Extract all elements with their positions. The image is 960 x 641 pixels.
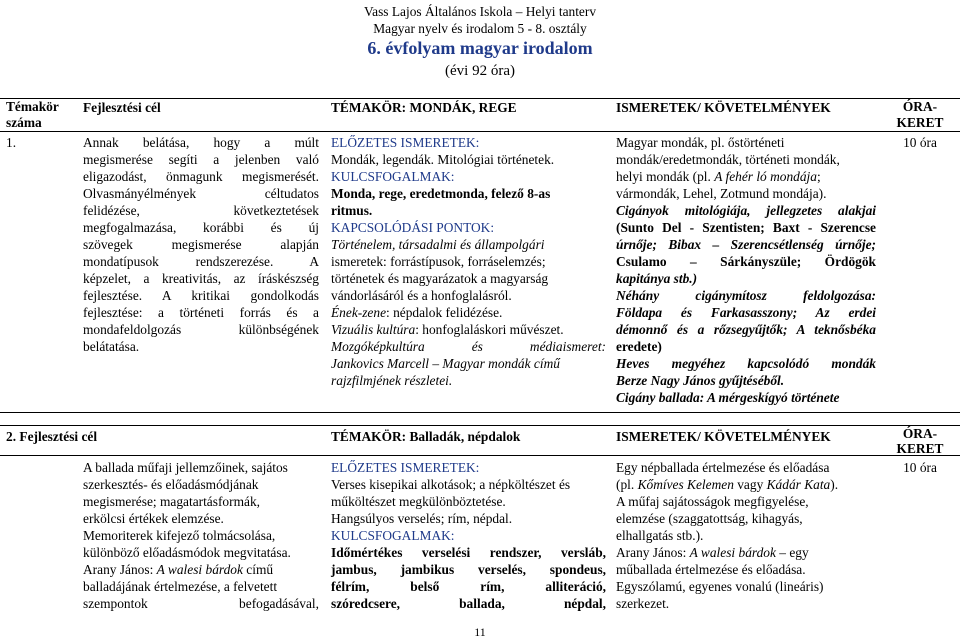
knowledge-line: kapitánya stb.) <box>616 271 698 286</box>
annual-hours: (évi 92 óra) <box>445 63 515 79</box>
topic-header: TÉMAKÖR: MONDÁK, REGE <box>331 100 517 115</box>
ballad-title: Kőmíves Kelemen <box>637 477 734 492</box>
goal-line: szerkesztés- és előadásmódjának <box>83 477 259 492</box>
prior-knowledge-text: Mondák, legendák. Mitológiai történetek. <box>331 152 555 167</box>
knowledge-text: – egy <box>775 545 809 560</box>
knowledge-text: ; <box>816 169 821 184</box>
knowledge-line: Magyar mondák, pl. őstörténeti <box>616 135 785 150</box>
key-concepts-text: jambus, jambikus verselés, spondeus, <box>331 562 606 577</box>
goal-line: Annak belátása, hogy a múlt <box>83 135 319 150</box>
goal2-header: 2. Fejlesztési cél <box>6 429 98 444</box>
topic-content-2 <box>331 459 606 612</box>
key-concepts-text: ritmus. <box>331 203 373 218</box>
knowledge-line <box>616 476 876 493</box>
development-goal <box>83 134 319 355</box>
goal-line: fejlesztése. A kritikai gondolkodás <box>83 288 319 303</box>
goal-text: című <box>242 562 274 577</box>
knowledge-line: Cigányok mitológiája, jellegzetes alakjai <box>616 203 876 218</box>
connections-text: történetek és magyarázatok a magyarság <box>331 271 549 286</box>
knowledge-line <box>616 544 876 561</box>
knowledge-line: eredete) <box>616 339 662 354</box>
visual-label: Vizuális kultúra <box>331 322 416 337</box>
connections-music <box>331 304 606 321</box>
knowledge-content <box>616 134 876 406</box>
goal-line: különböző előadásmódok megvitatása. <box>83 545 291 560</box>
knowledge-line: A műfaj sajátosságok megfigyelése, <box>616 494 809 509</box>
goal-line: fejlesztése: a történeti forrás és a <box>83 305 319 320</box>
goal-line: szempontok befogadásával, <box>83 596 319 611</box>
topic2-header: TÉMAKÖR: Balladák, népdalok <box>331 429 521 444</box>
goal-line: felidézése, következtetések <box>83 203 319 218</box>
goal-line: eligazodást, önmagunk megismerését. <box>83 169 319 184</box>
knowledge-header: ISMERETEK/ KÖVETELMÉNYEK <box>616 100 831 115</box>
poem-title: A walesi bárdok <box>156 562 243 577</box>
topic-number: 1. <box>6 135 17 150</box>
connections-text: vándorlásáról és a honfoglalásról. <box>331 288 512 303</box>
hours-header: ÓRA-KERET <box>896 99 944 130</box>
goal-line: szövegek megismerése alapján <box>83 237 319 252</box>
knowledge-line: Földapa és Farkasasszony; Az erdei <box>616 305 876 320</box>
key-concepts-text: Időmértékes verselési rendszer, versláb, <box>331 545 606 560</box>
knowledge-text: ). <box>830 477 839 492</box>
hours-value: 10 óra <box>903 135 937 150</box>
connections-media: Mozgóképkultúra és médiaismeret: <box>331 339 606 354</box>
knowledge-title: A fehér ló mondája <box>714 169 817 184</box>
knowledge-line: Berze Nagy János gyűjtéséből. <box>616 373 785 388</box>
goal-line: Olvasmányélmények céltudatos <box>83 186 319 201</box>
connections-text: ismeretek: forrástípusok, forráselemzés; <box>331 254 546 269</box>
music-label: Ének-zene <box>331 305 387 320</box>
knowledge-text: vagy <box>733 477 767 492</box>
goal-line: megismerése segíti a jelenben való <box>83 152 319 167</box>
school-name: Vass Lajos Általános Iskola – Helyi tanterv <box>363 4 597 19</box>
prior-knowledge-text: Verses kisepikai alkotások; a népköltészet és <box>331 477 571 492</box>
development-goal-2 <box>83 459 319 612</box>
goal-line: A ballada műfaji jellemzőinek, sajátos <box>83 460 288 475</box>
knowledge-line: Csulamo – Sárkányszüle; Ördögök <box>616 254 876 269</box>
goal-line: megismerése; magatartásformák, <box>83 494 260 509</box>
goal-line <box>83 561 319 578</box>
knowledge2-header: ISMERETEK/ KÖVETELMÉNYEK <box>616 429 831 444</box>
prior-knowledge-text: Hangsúlyos verselés; rím, népdal. <box>331 511 513 526</box>
goal-header: Fejlesztési cél <box>83 100 161 115</box>
knowledge-line: Cigány ballada: A mérgeskígyó története <box>616 390 840 405</box>
table1-bottom-rule <box>0 412 960 413</box>
connections-visual <box>331 321 606 338</box>
knowledge-line <box>616 168 876 185</box>
table1-header-rule <box>0 131 960 132</box>
visual-text: : honfoglaláskori művészet. <box>415 322 564 337</box>
knowledge-line: elhallgatás stb.). <box>616 528 704 543</box>
knowledge-line: démonnő és a rőzsegyűjtők; A teknősbéka <box>616 322 876 337</box>
goal-line: megfogalmazása, korábbi és új <box>83 220 319 235</box>
key-concepts-text: Monda, rege, eredetmonda, felező 8-as <box>331 186 551 201</box>
knowledge-line: vármondák, Lehel, Zotmund mondája). <box>616 186 827 201</box>
goal-line: balladájának értelmezése, a felvetett <box>83 579 278 594</box>
knowledge-line: Heves megyéhez kapcsolódó mondák <box>616 356 876 371</box>
music-text: : népdalok felidézése. <box>386 305 503 320</box>
goal-line: mondatípusok rendszerezése. A <box>83 254 319 269</box>
page-number: 11 <box>474 625 486 639</box>
knowledge-line: (Sunto Del - Szentisten; Baxt - Szerencse <box>616 220 876 235</box>
connections-media: rajzfilmjének részletei. <box>331 373 453 388</box>
key-concepts-text: szóredcsere, ballada, népdal, <box>331 596 606 611</box>
goal-text: Arany János: <box>83 562 157 577</box>
ballad-title: Kádár Kata <box>766 477 831 492</box>
knowledge-line: mondák/eredetmondák, történeti mondák, <box>616 152 840 167</box>
knowledge-line: Néhány cigánymítosz feldolgozása: <box>616 288 876 303</box>
hours-value-2: 10 óra <box>903 460 937 475</box>
topic-content <box>331 134 606 389</box>
knowledge-line: Egy népballada értelmezése és előadása <box>616 460 830 475</box>
subject-title: Magyar nyelv és irodalom 5 - 8. osztály <box>373 21 587 36</box>
table2-header-rule <box>0 455 960 456</box>
goal-line: mondafeldolgozás különbségének <box>83 322 319 337</box>
knowledge-content-2 <box>616 459 876 612</box>
knowledge-text: Arany János: <box>616 545 690 560</box>
prior-knowledge-text: műköltészet megkülönböztetése. <box>331 494 506 509</box>
prior-knowledge-heading: ELŐZETES ISMERETEK: <box>331 460 480 475</box>
knowledge-line: műballada értelmezése és előadása. <box>616 562 806 577</box>
poem-title: A walesi bárdok <box>689 545 776 560</box>
goal-line: képzelet, a kreativitás, az íráskészség <box>83 271 319 286</box>
key-concepts-heading: KULCSFOGALMAK: <box>331 528 455 543</box>
prior-knowledge-heading: ELŐZETES ISMERETEK: <box>331 135 480 150</box>
key-concepts-heading: KULCSFOGALMAK: <box>331 169 455 184</box>
connections-text: Történelem, társadalmi és állampolgári <box>331 237 545 252</box>
knowledge-line: Egyszólamú, egyenes vonalú (lineáris) <box>616 579 824 594</box>
knowledge-text: (pl. <box>616 477 638 492</box>
connections-media: Jankovics Marcell – Magyar mondák című <box>331 356 560 371</box>
knowledge-line: szerkezet. <box>616 596 670 611</box>
knowledge-line: elemzése (szaggatottság, kihagyás, <box>616 511 803 526</box>
connections-heading: KAPCSOLÓDÁSI PONTOK: <box>331 220 495 235</box>
table2-top-rule <box>0 425 960 426</box>
hours2-header: ÓRA-KERET <box>896 426 944 456</box>
goal-line: erkölcsi értékek elemzése. <box>83 511 224 526</box>
knowledge-text: helyi mondák (pl. <box>616 169 715 184</box>
grade-title: 6. évfolyam magyar irodalom <box>367 38 593 58</box>
goal-line: Memoriterek kifejező tolmácsolása, <box>83 528 276 543</box>
topic-no-header: Témakör száma <box>6 99 59 130</box>
key-concepts-text: félrím, belső rím, alliteráció, <box>331 579 606 594</box>
knowledge-line: úrnője; Bibax – Szerencsétlenség úrnője; <box>616 237 876 252</box>
goal-line: belátatása. <box>83 339 140 354</box>
